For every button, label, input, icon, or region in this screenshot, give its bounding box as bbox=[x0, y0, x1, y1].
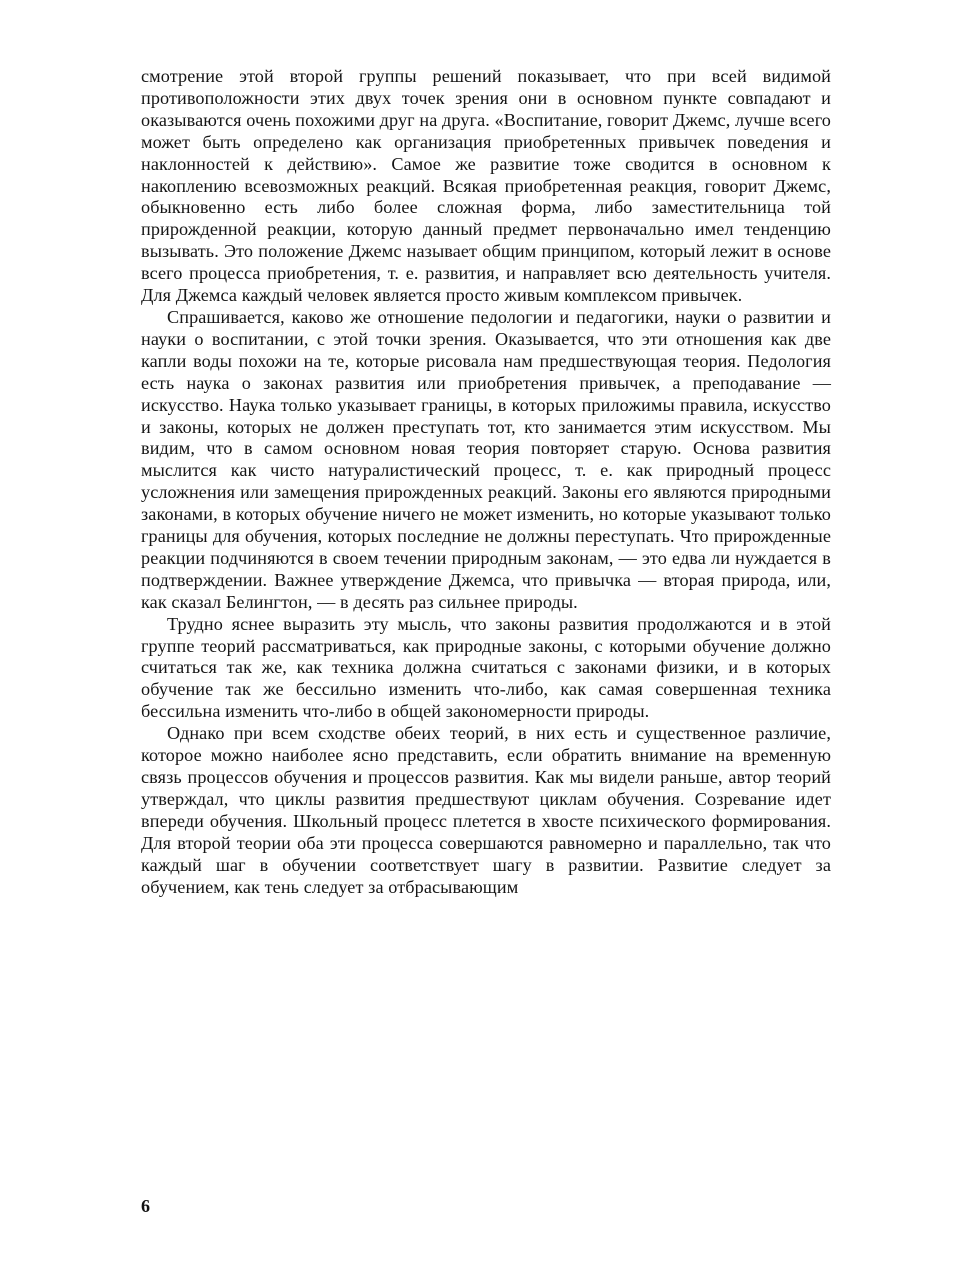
paragraph-2: Спрашивается, каково же отношение педологии и педагогики, науки о развитии и науки о воспитании, с этой точки зрения. Оказывается, что эти отношения как две капли воды похожи на те, которые рисовала нам предшествующая теория. Педология есть наука о законах развития или приобретения привычек, а преподавание — искусство. Наука только указывает границы, в которых приложимы правила, искусство и законы, которых не должен преступать тот, кто занимается этим искусством. Мы видим, что в самом основном новая теория повторяет старую. Основа развития мыслится как чисто натуралистический процесс, т. е. как природный процесс усложнения или замещения прирожденных реакций. Законы его являются природными законами, в которых обучение ничего не может изменить, но которые указывают только границы для обучения, которых последние не должны переступать. Что прирожденные реакции подчиняются в своем течении природным законам, — это едва ли нуждается в подтверждении. Важнее утверждение Джемса, что привычка — вторая природа, или, как сказал Белингтон, — в десять раз сильнее природы. bbox=[141, 306, 831, 612]
paragraph-4: Однако при всем сходстве обеих теорий, в них есть и существенное различие, которое можно наиболее ясно представить, если обратить внимание на временную связь процессов обучения и процессов развития. Как мы видели раньше, автор теорий утверждал, что циклы развития предшествуют циклам обучения. Созревание идет впереди обучения. Школьный процесс плетется в хвосте психического формирования. Для второй теории оба эти процесса совершаются равномерно и параллельно, так что каждый шаг в обучении соответствует шагу в развитии. Развитие следует за обучением, как тень следует за отбрасывающим bbox=[141, 723, 831, 897]
paragraph-3: Трудно яснее выразить эту мысль, что законы развития продолжаются и в этой группе теорий рассматриваться, как природные законы, с которыми обучение должно считаться так же, как техника должна считаться с законами физики, и в которых обучение так же бессильно изменить что-либо, как самая совершенная техника бессильна изменить что-либо в общей закономерности природы. bbox=[141, 613, 831, 722]
page-body bbox=[141, 66, 831, 898]
paragraph-1: смотрение этой второй группы решений показывает, что при всей видимой противоположности этих двух точек зрения они в основном пункте совпадают и оказываются очень похожими друг на друга. «Воспитание, говорит Джемс, лучше всего может быть определено как организация приобретенных привычек поведения и наклонностей к действию». Самое же развитие тоже сводится в основном к накоплению всевозможных реакций. Всякая приобретенная реакция, говорит Джемс, обыкновенно есть либо более сложная форма, либо заместительница той прирожденной реакции, которую данный предмет первоначально имел тенденцию вызывать. Это положение Джемс называет общим принципом, который лежит в основе всего процесса приобретения, т. е. развития, и направляет всю деятельность учителя. Для Джемса каждый человек является просто живым комплексом привычек. bbox=[141, 66, 831, 306]
page-number: 6 bbox=[141, 1196, 150, 1216]
